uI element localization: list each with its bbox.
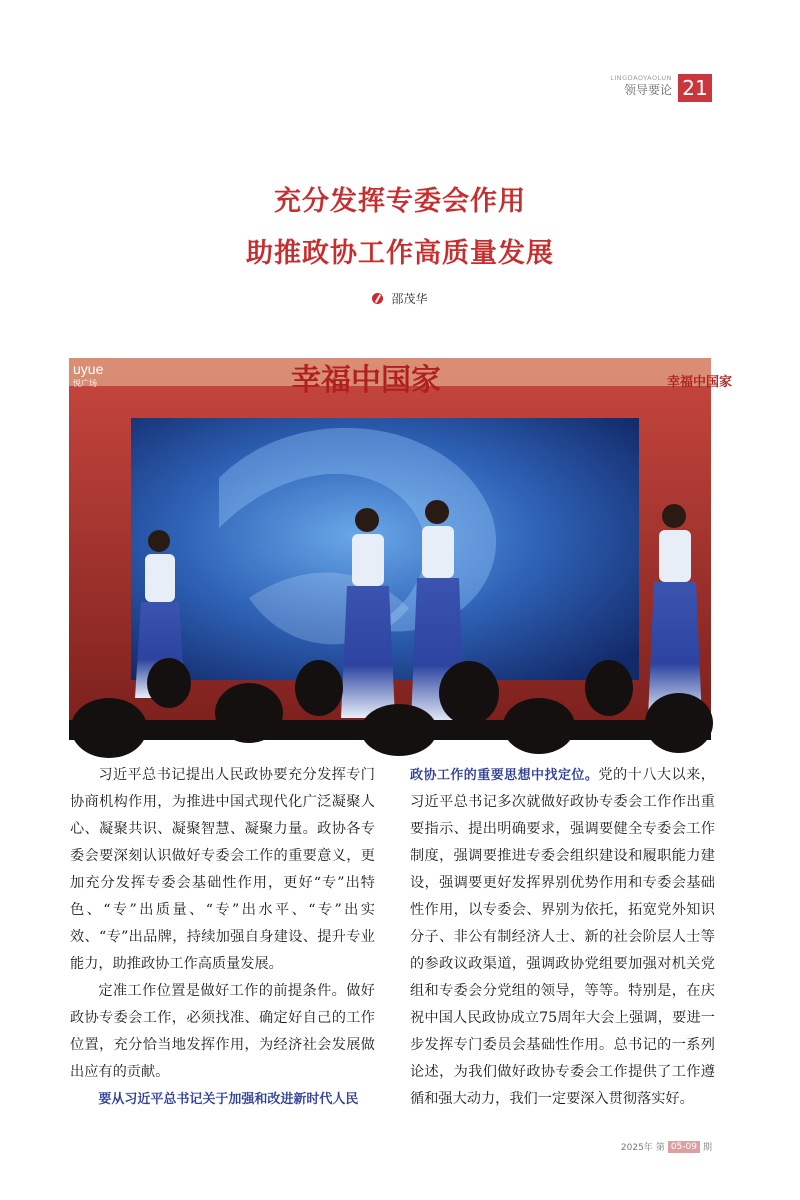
title-line-1: 充分发挥专委会作用 — [274, 186, 526, 217]
footer-di: 第 — [655, 1143, 665, 1153]
paragraph-1: 习近平总书记提出人民政协要充分发挥专门协商机构作用，为推进中国式现代化广泛凝聚人心、凝聚共识、凝聚智慧、凝聚力量。政协各专委会要深刻认识做好专委会工作的重要意义，更加充分发挥专委会基础性作用，更好“专”出特色、“专”出质量、“专”出水平、“专”出实效、“专”出品牌，持续加强自身建设、提升专业能力，助推政协工作高质量发展。 — [70, 767, 375, 972]
page-footer — [621, 1140, 712, 1153]
brand-sub: 悦广场 — [73, 379, 97, 388]
pen-icon — [372, 293, 383, 304]
emphasis-text: 要从习近平总书记关于加强和改进新时代人民 — [98, 1092, 359, 1107]
header-text — [610, 74, 672, 98]
stage-performance-image — [69, 358, 733, 740]
section-pinyin: LINGDAOYAOLUN — [610, 74, 672, 82]
title-line-2: 助推政协工作高质量发展 — [246, 238, 554, 269]
section-name: 领导要论 — [623, 83, 672, 97]
article-title — [0, 176, 800, 280]
author-byline — [0, 290, 800, 307]
paragraph-3 — [70, 1086, 375, 1113]
paragraph-3-continued — [410, 762, 715, 1113]
article-photo — [69, 358, 733, 740]
footer-issue: 05-09 — [668, 1141, 700, 1153]
page-number: 21 — [678, 74, 712, 102]
author-name: 邵茂华 — [391, 292, 428, 306]
paragraph-3-body: 党的十八大以来，习近平总书记多次就做好政协专委会工作作出重要指示、提出明确要求，强调要健全专委会工作制度，强调要推进专委会组织建设和履职能力建设，强调要更好发挥界别优势作用和专委会基础性作用，以专委会、界别为依托，拓宽党外知识分子、非公有制经济人士、新的社会阶层人士等的参政议政渠道，强调政协党组要加强对机关党组和专委会分党组的领导，等等。特别是，在庆祝中国人民政协成立75周年大会上强调，要进一步发挥专门委员会基础性作用。总书记的一系列论述，为我们做好政协专委会工作提供了工作遵循和强大动力，我们一定要深入贯彻落实好。 — [410, 767, 715, 1107]
brand-text: uyue — [73, 361, 104, 377]
footer-year: 2025年 — [620, 1143, 653, 1153]
side-banner: 幸福中国家 — [667, 375, 733, 390]
footer-qi: 期 — [702, 1143, 712, 1153]
page-header — [610, 74, 712, 102]
emphasis-text-continued: 政协工作的重要思想中找定位。 — [410, 768, 599, 783]
paragraph-2: 定准工作位置是做好工作的前提条件。做好政协专委会工作，必须找准、确定好自己的工作位置，充分恰当地发挥作用，为经济社会发展做出应有的贡献。 — [70, 983, 375, 1080]
body-column-left — [70, 762, 375, 1113]
body-column-right — [410, 762, 715, 1113]
stage-banner: 幸福中国家 — [291, 363, 441, 398]
